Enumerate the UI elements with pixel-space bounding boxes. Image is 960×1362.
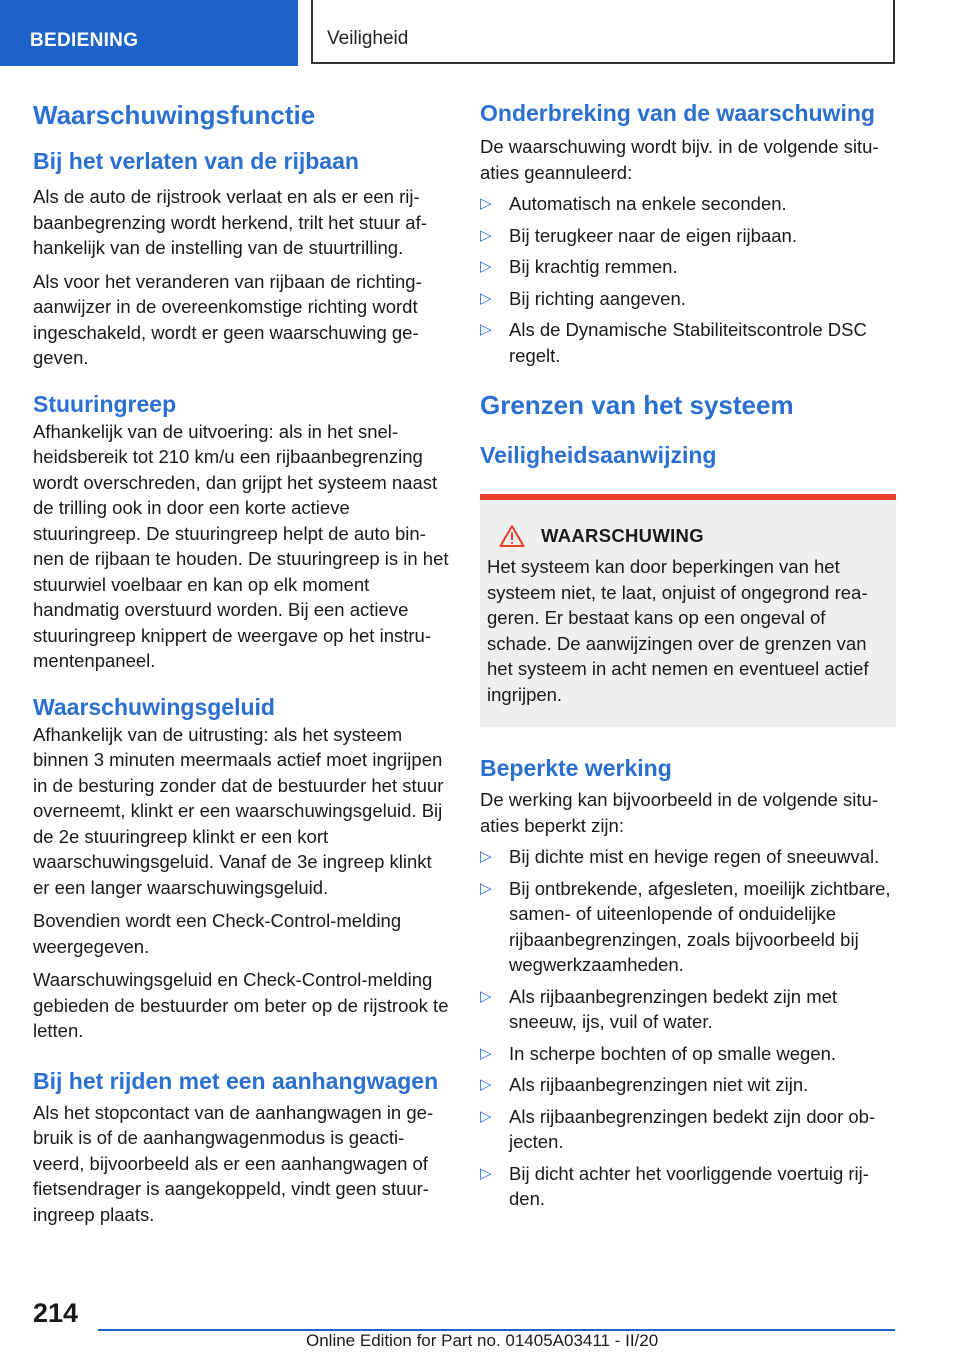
paragraph: Bovendien wordt een Check-Control-melding weergegeven.	[33, 910, 402, 957]
triangle-right-icon: ▷	[480, 1164, 492, 1182]
triangle-right-icon: ▷	[480, 258, 492, 275]
warning-label: WAARSCHUWING	[541, 525, 704, 546]
list-item: ▷ Automatisch na enkele seconden.	[480, 191, 896, 217]
section-tab: BEDIENING	[0, 0, 298, 66]
right-column	[480, 98, 896, 1218]
subsection-heading: Waarschuwingsgeluid	[33, 693, 275, 720]
bullet-list	[480, 844, 896, 1212]
subsection-heading: Veiligheidsaanwijzing	[480, 442, 717, 468]
triangle-right-icon: ▷	[480, 321, 492, 338]
subsection-heading: Stuuringreep	[33, 390, 177, 417]
triangle-right-icon: ▷	[480, 848, 492, 865]
bullet-list	[480, 191, 896, 368]
paragraph: Als voor het veranderen van rijbaan de richtingaanwijzer in de overeenkomstige richting wordt ingeschakeld, wordt er geen waarschuwing gegeven.	[33, 270, 422, 368]
list-item: ▷ Als rijbaanbegrenzingen niet wit zijn.	[480, 1072, 896, 1098]
topic-tab: Veiligheid	[311, 0, 895, 64]
paragraph: Afhankelijk van de uitrusting: als het systeem binnen 3 minuten meermaals actief moet ingrijpen in de besturing zonder dat de bestuurder het stuur overneemt, klinkt er een waarschuwingsgeluid. Bij de 2e stuuringreep klinkt er een kort waarschuwingsgeluid. Vanaf de 3e ingreep klinkt er een langer waarschuwingsgeluid.	[33, 723, 444, 898]
subsection-heading: Onderbreking van de waarschuwing	[480, 100, 875, 126]
triangle-right-icon: ▷	[480, 289, 492, 307]
list-item: ▷ Bij ontbrekende, afgesleten, moeilijk zichtbare, samen- of uiteenlopende of onduidelijke rijbaanbegrenzingen, zoals bijvoorbeeld bij wegwerkzaamheden.	[480, 877, 891, 975]
section-title: Waarschuwingsfunctie	[33, 100, 316, 130]
triangle-right-icon: ▷	[480, 1044, 492, 1062]
list-item: ▷ Bij richting aangeven.	[480, 286, 896, 312]
triangle-right-icon: ▷	[480, 195, 492, 212]
list-item: ▷ Bij dicht achter het voorliggende voertuig rijden.	[480, 1162, 869, 1209]
paragraph: De werking kan bijvoorbeeld in de volgende situaties beperkt zijn:	[480, 789, 878, 836]
list-item: ▷ Bij dichte mist en hevige regen of sneeuwval.	[480, 844, 896, 870]
triangle-right-icon: ▷	[480, 226, 492, 244]
list-item: ▷ Bij krachtig remmen.	[480, 254, 896, 280]
subsection-heading: Bij het verlaten van de rijbaan	[33, 148, 359, 174]
edition-note: Online Edition for Part no. 01405A03411 - II/20	[306, 1331, 659, 1350]
subsection-heading: Bij het rijden met een aanhangwagen	[33, 1067, 439, 1094]
paragraph: De waarschuwing wordt bijv. in de volgende situaties geannuleerd:	[480, 136, 879, 183]
list-item: ▷ Als rijbaanbegrenzingen bedekt zijn met sneeuw, ijs, vuil of water.	[480, 985, 838, 1032]
warning-header	[487, 524, 884, 548]
triangle-right-icon: ▷	[480, 1076, 492, 1093]
warning-triangle-icon	[499, 524, 525, 548]
page-header	[0, 0, 960, 66]
triangle-right-icon: ▷	[480, 879, 492, 897]
triangle-right-icon: ▷	[480, 1107, 492, 1125]
paragraph: Als het stopcontact van de aanhangwagen in gebruik is of de aanhangwagenmodus is geactiveerd, bijvoorbeeld als er een aanhangwagen of fietsendrager is aangekoppeld, vindt geen stuuringreep plaats.	[33, 1101, 434, 1225]
list-item: ▷ In scherpe bochten of op smalle wegen.	[480, 1041, 896, 1067]
list-item: ▷ Als de Dynamische Stabiliteitscontrole DSC regelt.	[480, 319, 867, 366]
paragraph: Afhankelijk van de uitvoering: als in het snelheidsbereik tot 210 km/u een rijbaanbegrenzing wordt overschreden, dan grijpt het systeem naast de trilling ook in door een korte actieve stuuringreep. De stuuringreep helpt de auto binnen de rijbaan te houden. De stuuringreep is in het stuurwiel voelbaar en kan op elk moment handmatig overstuurd worden. Bij een actieve stuuringreep knippert de weergave op het instrumentenpaneel.	[33, 420, 449, 671]
page-number: 214	[33, 1298, 79, 1328]
list-item: ▷ Als rijbaanbegrenzingen bedekt zijn door objecten.	[480, 1105, 876, 1152]
triangle-right-icon: ▷	[480, 987, 492, 1005]
paragraph: Als de auto de rijstrook verlaat en als er een rijbaanbegrenzing wordt herkend, trilt het stuur afhankelijk van de instelling van de stuurtrilling.	[33, 186, 427, 258]
paragraph: Waarschuwingsgeluid en Check-Control-melding gebieden de bestuurder om beter op de rijstrook te letten.	[33, 969, 449, 1041]
section-title: Grenzen van het systeem	[480, 390, 794, 420]
subsection-heading: Beperkte werking	[480, 755, 672, 781]
list-item: ▷ Bij terugkeer naar de eigen rijbaan.	[480, 223, 896, 249]
warning-text: Het systeem kan door beperkingen van het systeem niet, te laat, onjuist of ongegrond reageren. Er bestaat kans op een ongeval of schade. De aanwijzingen over de grenzen van het systeem in acht nemen en eventueel actief ingrijpen.	[487, 556, 869, 705]
warning-box	[480, 494, 896, 727]
left-column	[33, 98, 449, 1227]
